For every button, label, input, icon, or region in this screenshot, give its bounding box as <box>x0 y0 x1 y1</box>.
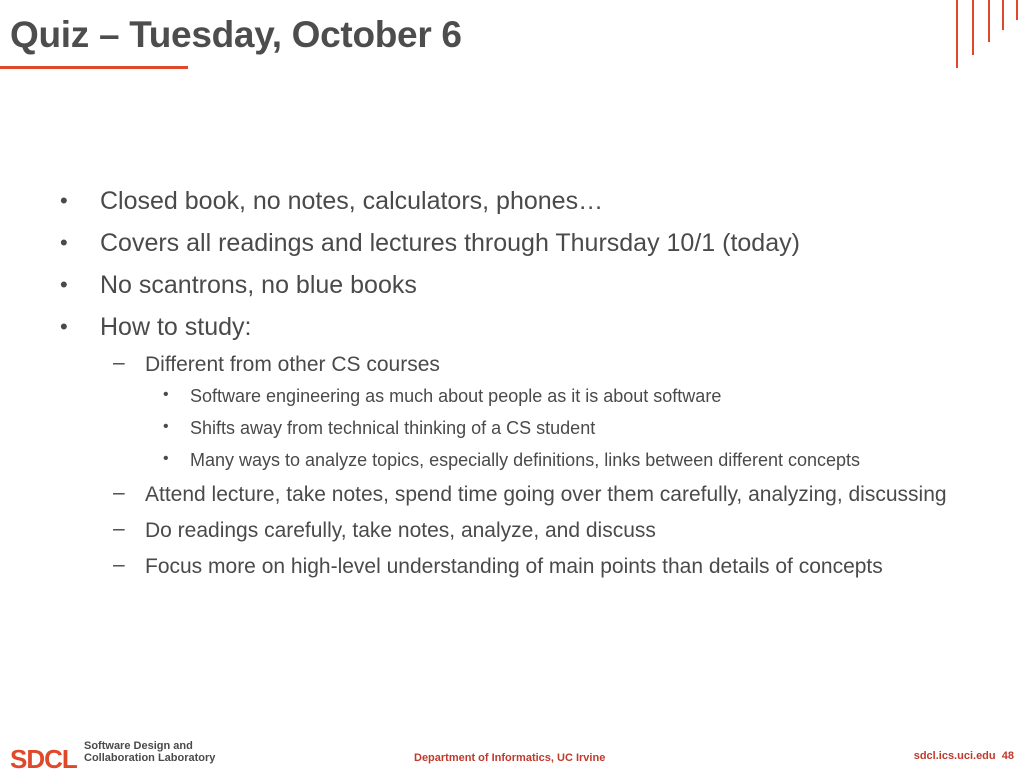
bullet-item <box>58 186 958 216</box>
sub-sub-list <box>145 382 958 474</box>
sub-list <box>58 350 958 582</box>
sub-sub-item <box>145 446 958 474</box>
dash-icon: – <box>113 553 125 576</box>
sub-sub-item-text: Shifts away from technical thinking of a CS student <box>190 418 596 438</box>
sub-item <box>100 552 958 582</box>
dash-icon: – <box>113 481 125 504</box>
corner-decoration <box>954 0 1024 70</box>
sdcl-logo: SDCL <box>10 744 77 774</box>
sub-item-text: Attend lecture, take notes, spend time going over them carefully, analyzing, discussing <box>145 483 947 506</box>
lab-name <box>84 740 215 764</box>
bullet-icon: • <box>60 314 68 339</box>
bullet-icon: • <box>60 272 68 297</box>
slide-body <box>58 186 958 594</box>
bullet-text: How to study: <box>100 313 252 341</box>
sub-sub-item <box>145 382 958 410</box>
title-underline <box>0 66 188 69</box>
site-url: sdcl.ics.uci.edu <box>913 750 996 762</box>
bullet-icon: • <box>60 188 68 213</box>
bullet-item <box>58 228 958 258</box>
dash-icon: – <box>113 517 125 540</box>
lab-name-line1: Software Design and <box>84 740 193 752</box>
page-number: 48 <box>1001 750 1014 762</box>
sub-item-text: Focus more on high-level understanding of main points than details of concepts <box>145 555 883 578</box>
lab-name-line2: Collaboration Laboratory <box>84 752 216 764</box>
bullet-text: No scantrons, no blue books <box>100 271 417 299</box>
department-label: Department of Informatics, UC Irvine <box>414 752 606 764</box>
bullet-icon: • <box>60 230 68 255</box>
sub-item <box>100 350 958 474</box>
dash-icon: – <box>113 351 125 374</box>
bullet-text: Closed book, no notes, calculators, phones… <box>100 187 604 215</box>
bullet-icon: • <box>163 418 169 435</box>
bullet-item <box>58 312 958 582</box>
bullet-text: Covers all readings and lectures through Thursday 10/1 (today) <box>100 229 800 257</box>
sub-item <box>100 516 958 546</box>
bullet-icon: • <box>163 386 169 403</box>
sub-item <box>100 480 958 510</box>
bullet-item <box>58 270 958 300</box>
slide-title: Quiz – Tuesday, October 6 <box>10 14 462 55</box>
sub-item-text: Different from other CS courses <box>145 353 440 376</box>
footer-site <box>914 750 1014 762</box>
sub-sub-item <box>145 414 958 442</box>
sub-sub-item-text: Many ways to analyze topics, especially definitions, links between different concepts <box>190 450 861 470</box>
sub-item-text: Do readings carefully, take notes, analyze, and discuss <box>145 519 656 542</box>
sub-sub-item-text: Software engineering as much about people as it is about software <box>190 386 722 406</box>
bullet-icon: • <box>163 450 169 467</box>
